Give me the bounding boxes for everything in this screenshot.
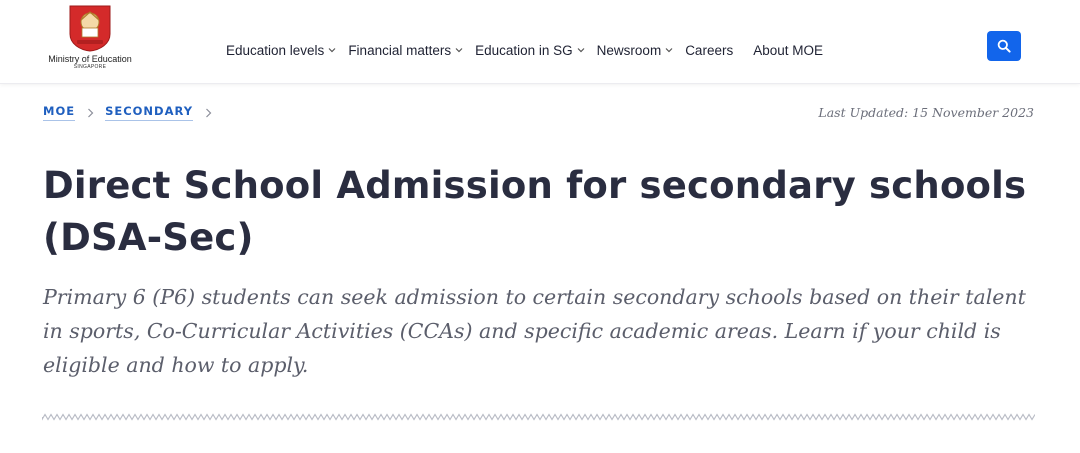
moe-crest-icon [67, 4, 113, 52]
last-updated: Last Updated: 15 November 2023 [818, 105, 1034, 120]
breadcrumb [43, 104, 223, 121]
page-title: Direct School Admission for secondary schools (DSA-Sec) [43, 164, 1027, 259]
nav-about-moe[interactable] [753, 43, 823, 58]
nav-label: Financial matters [348, 42, 452, 58]
nav-careers[interactable] [685, 43, 733, 58]
search-button[interactable] [987, 31, 1021, 61]
chevron-right-icon [205, 108, 212, 118]
logo-title: Ministry of Education [48, 54, 132, 64]
logo-subtitle: SINGAPORE [73, 64, 107, 70]
nav-label: About MOE [753, 42, 823, 58]
page-lead: Primary 6 (P6) students can seek admission to certain secondary schools based on their talent in sports, Co-Curricular Activities (CCAs) and specific academic areas. Learn if your child is eligible and how to apply. [43, 285, 1026, 377]
nav-label: Education in SG [475, 42, 573, 58]
nav-label: Newsroom [596, 42, 662, 58]
site-header [0, 0, 1080, 84]
wavy-divider [42, 411, 1035, 423]
chevron-down-icon [577, 46, 585, 54]
chevron-down-icon [665, 46, 673, 54]
chevron-down-icon [328, 46, 336, 54]
nav-education-in-sg[interactable] [475, 43, 585, 58]
nav-financial-matters[interactable] [348, 43, 463, 58]
main-nav [226, 38, 823, 62]
chevron-right-icon [87, 108, 94, 118]
breadcrumb-item-secondary[interactable]: SECONDARY [105, 104, 193, 121]
nav-education-levels[interactable] [226, 43, 336, 58]
chevron-down-icon [455, 46, 463, 54]
nav-newsroom[interactable] [597, 43, 674, 58]
breadcrumb-item-moe[interactable]: MOE [43, 104, 75, 121]
nav-label: Education levels [226, 42, 325, 58]
search-icon [997, 39, 1011, 53]
moe-logo[interactable] [44, 4, 136, 78]
nav-label: Careers [685, 42, 734, 58]
